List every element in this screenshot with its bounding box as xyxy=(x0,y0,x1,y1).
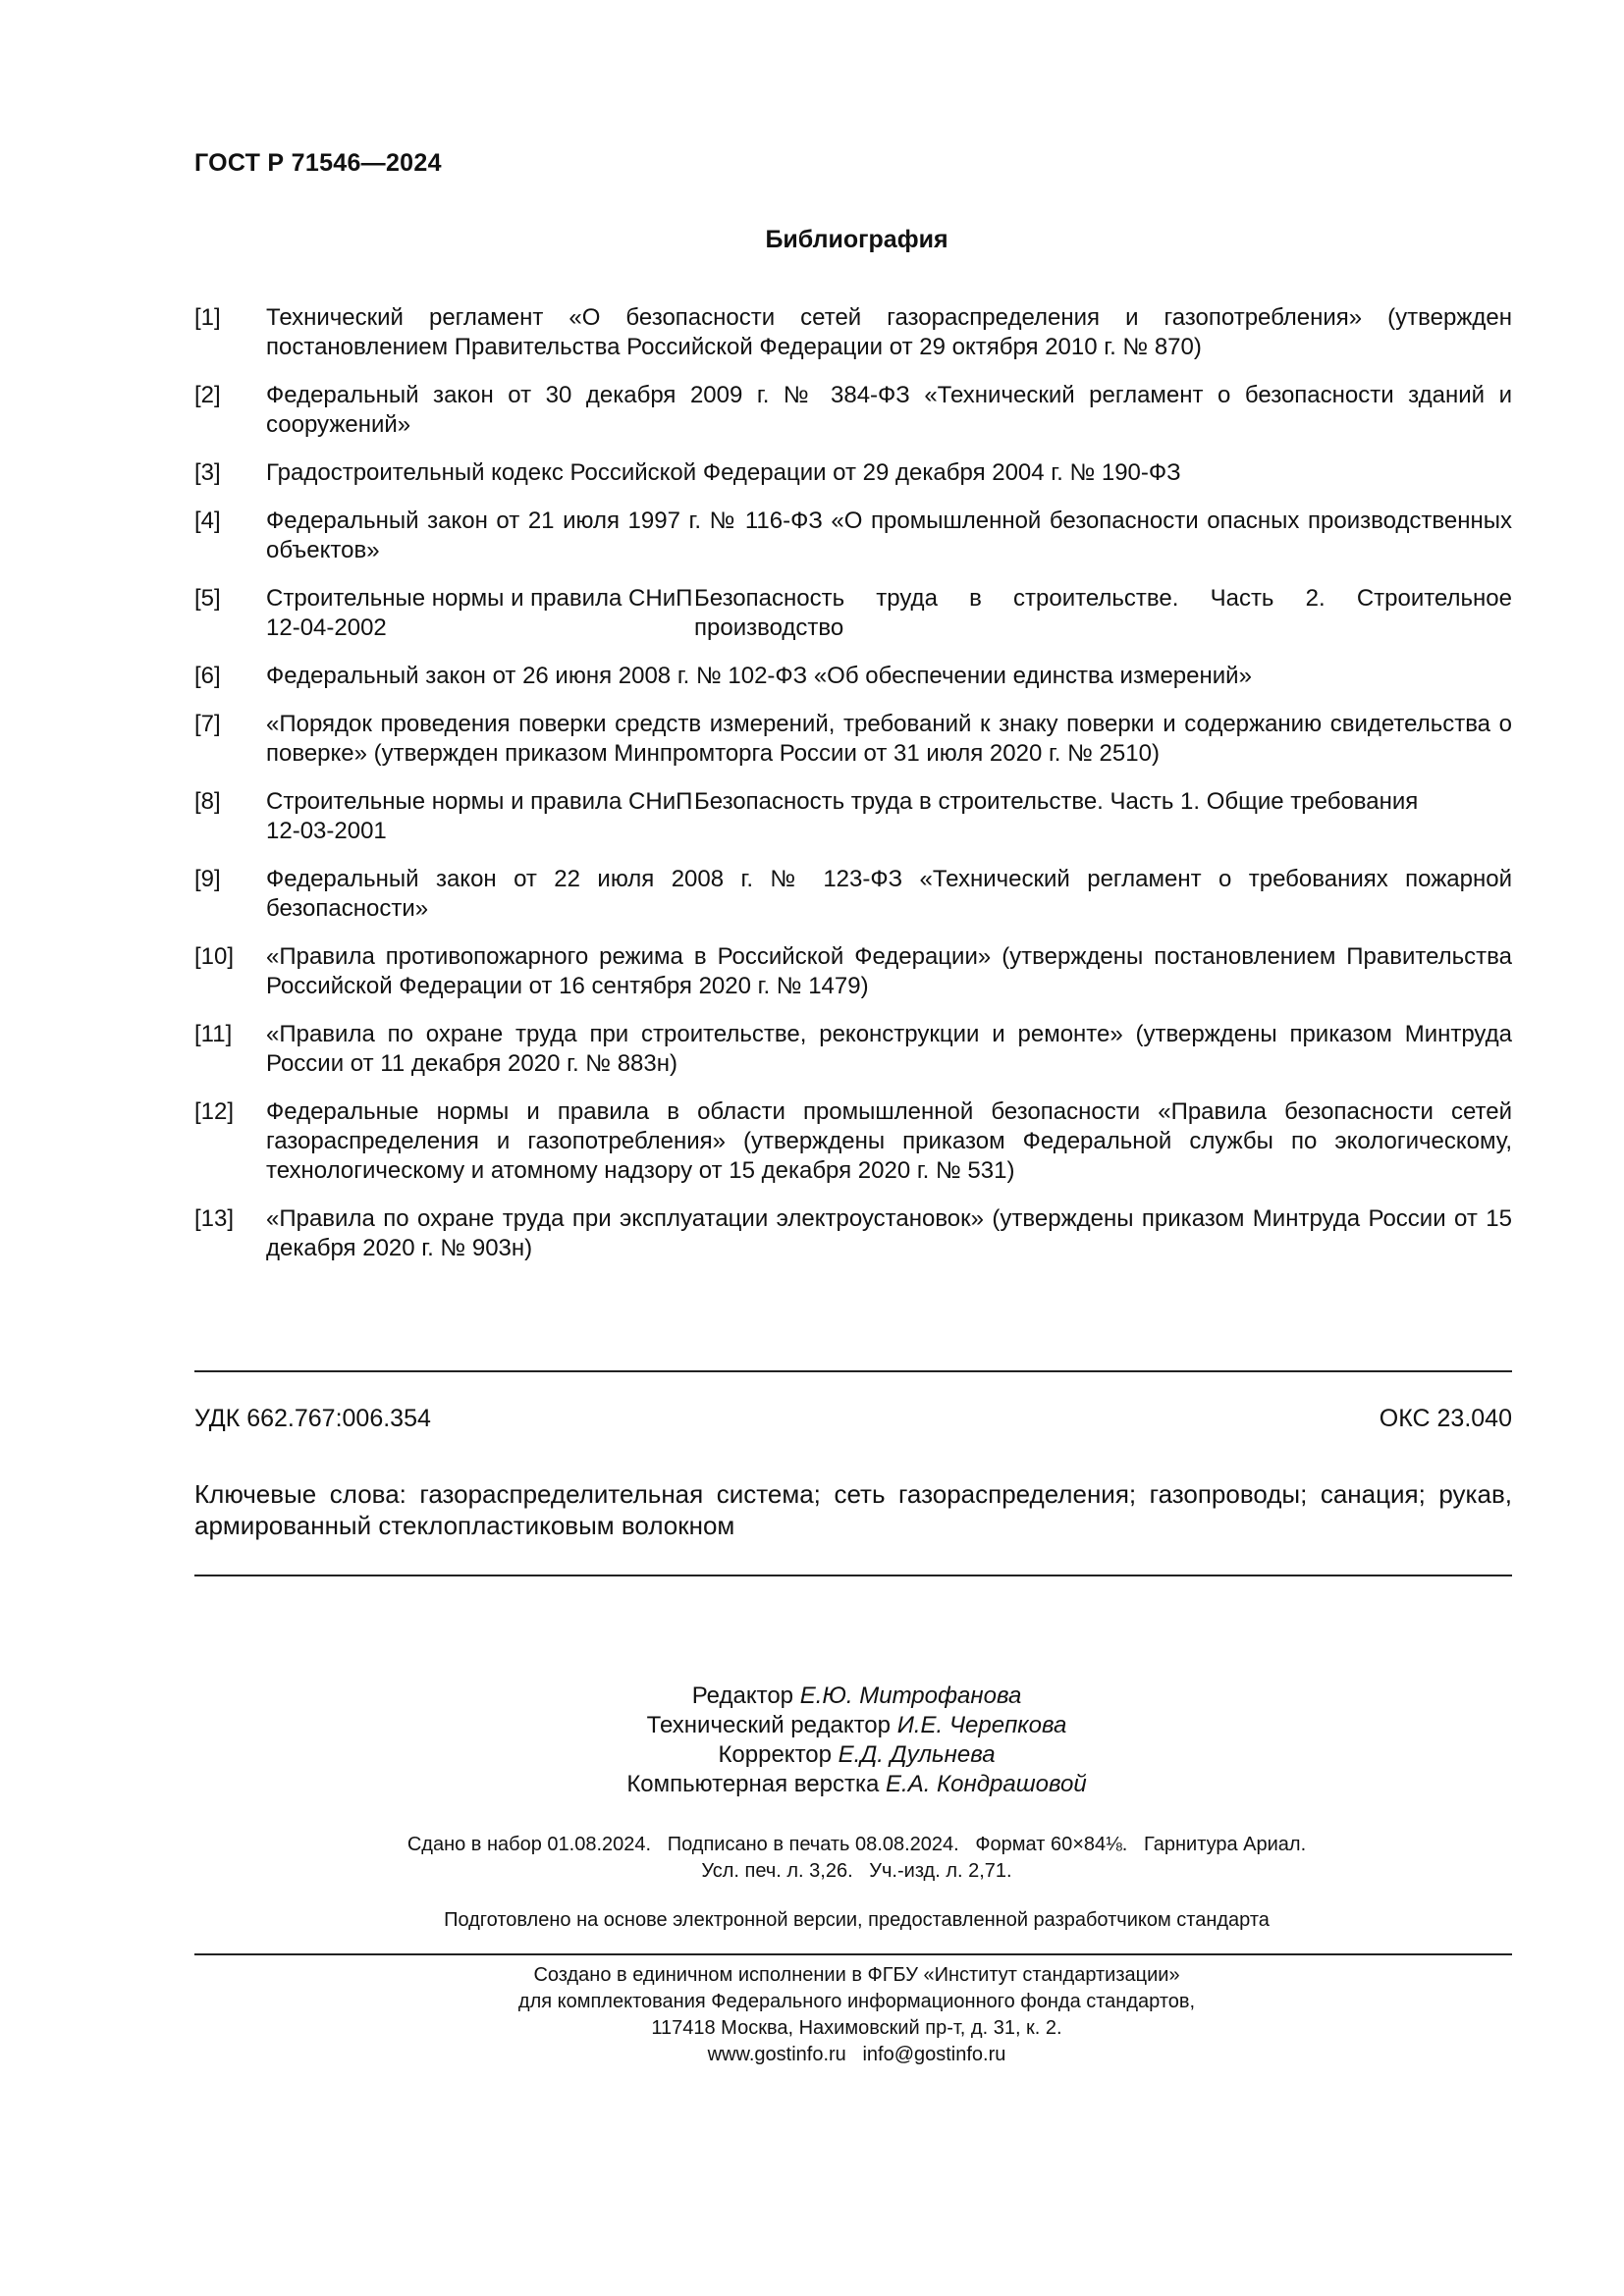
ref-text: «Порядок проведения поверки средств измерений, требований к знаку поверки и содержанию свидетельства о поверке» (утвержден приказом Минпромторга России от 31 июля 2020 г. № 2510) xyxy=(266,711,1512,767)
ref-number: [10] xyxy=(194,943,235,970)
divider-top xyxy=(194,1370,1512,1372)
ref-item-3 xyxy=(194,458,1512,488)
ref-text: «Правила по охране труда при эксплуатации электроустановок» (утверждены приказом Минтруда России от 15 декабря 2020 г. № 903н) xyxy=(266,1205,1512,1261)
ref-item-2 xyxy=(194,381,1512,440)
publisher-line-2: для комплектования Федерального информационного фонда стандартов, xyxy=(517,1991,1196,2012)
ref-number: [9] xyxy=(194,866,221,892)
publisher-line-3: 117418 Москва, Нахимовский пр-т, д. 31, к. 2. xyxy=(651,2017,1062,2039)
ref-item-12 xyxy=(194,1097,1512,1186)
ref-text: Федеральный закон от 21 июля 1997 г. № 116-ФЗ «О промышленной безопасности опасных производственных объектов» xyxy=(266,507,1512,563)
ref-text: Федеральный закон от 22 июля 2008 г. № 123-ФЗ «Технический регламент о требованиях пожарной безопасности» xyxy=(266,866,1512,922)
credit-editor: Редактор Е.Ю. Митрофанова xyxy=(691,1682,1022,1709)
ref-number: [4] xyxy=(194,507,221,534)
ref-item-9 xyxy=(194,865,1512,924)
divider-publisher xyxy=(194,1953,1512,1955)
credits-block xyxy=(0,1682,1624,1799)
publisher-contacts: www.gostinfo.ru info@gostinfo.ru xyxy=(707,2044,1006,2065)
standard-code: ГОСТ Р 71546—2024 xyxy=(194,149,442,177)
ref-document-title: Безопасность труда в строительстве. Часть 2. Строительное производство xyxy=(694,585,1512,641)
ref-item-6 xyxy=(194,662,1512,691)
ref-item-11 xyxy=(194,1020,1512,1079)
udk-code: УДК 662.767:006.354 xyxy=(194,1405,431,1432)
ref-item-7 xyxy=(194,710,1512,769)
bibliography-title: Библиография xyxy=(765,226,948,253)
ref-number: [13] xyxy=(194,1205,235,1232)
ref-text: Технический регламент «О безопасности сетей газораспределения и газопотребления» (утвержден постановлением Правительства Российской Федерации от 29 октября 2010 г. № 870) xyxy=(266,304,1512,360)
ref-item-4 xyxy=(194,507,1512,565)
ref-text: Федеральный закон от 30 декабря 2009 г. № 384-ФЗ «Технический регламент о безопасности зданий и сооружений» xyxy=(266,382,1512,438)
ref-item-5 xyxy=(194,584,1512,643)
print-info-line-2: Усл. печ. л. 3,26. Уч.-изд. л. 2,71. xyxy=(701,1860,1012,1882)
oks-code: ОКС 23.040 xyxy=(1379,1405,1512,1432)
credit-tech-editor: Технический редактор И.Е. Черепкова xyxy=(646,1712,1067,1738)
ref-number: [6] xyxy=(194,663,221,689)
ref-item-10 xyxy=(194,942,1512,1001)
credit-layout: Компьютерная верстка Е.А. Кондрашовой xyxy=(626,1771,1087,1797)
keywords: Ключевые слова: газораспределительная система; сеть газораспределения; газопроводы; санация; рукав, армированный стеклопластиковым волокном xyxy=(194,1479,1512,1540)
ref-number: [11] xyxy=(194,1021,233,1047)
ref-document-type: Строительные нормы и правила СНиП 12-03-2001 xyxy=(266,788,693,844)
ref-number: [1] xyxy=(194,304,221,331)
prepared-note: Подготовлено на основе электронной версии, предоставленной разработчиком стандарта xyxy=(444,1909,1270,1931)
ref-item-13 xyxy=(194,1204,1512,1263)
ref-number: [2] xyxy=(194,382,221,408)
publisher-line-1: Создано в единичном исполнении в ФГБУ «Институт стандартизации» xyxy=(533,1964,1180,1986)
ref-text: Федеральные нормы и правила в области промышленной безопасности «Правила безопасности сетей газораспределения и газопотребления» (утверждены приказом Федеральной службы по экологическому, технологическому и атомному надзору от 15 декабря 2020 г. № 531) xyxy=(266,1098,1512,1184)
credit-corrector: Корректор Е.Д. Дульнева xyxy=(718,1741,996,1768)
ref-document-type: Строительные нормы и правила СНиП 12-04-2002 xyxy=(266,585,693,641)
ref-number: [8] xyxy=(194,788,221,815)
ref-item-1 xyxy=(194,303,1512,362)
ref-number: [7] xyxy=(194,711,221,737)
ref-document-title: Безопасность труда в строительстве. Часть 1. Общие требования xyxy=(694,788,1419,815)
ref-number: [3] xyxy=(194,459,221,486)
print-info xyxy=(0,1832,1624,1885)
publisher-block xyxy=(0,1962,1624,2068)
print-info-line-1: Сдано в набор 01.08.2024. Подписано в печать 08.08.2024. Формат 60×84⅛. Гарнитура Ариал. xyxy=(406,1834,1307,1855)
ref-number: [12] xyxy=(194,1098,235,1125)
bibliography-list xyxy=(194,303,1512,1282)
ref-item-8 xyxy=(194,787,1512,846)
ref-text: «Правила по охране труда при строительстве, реконструкции и ремонте» (утверждены приказом Минтруда России от 11 декабря 2020 г. № 883н) xyxy=(266,1021,1512,1077)
divider-bottom xyxy=(194,1575,1512,1576)
ref-text: Градостроительный кодекс Российской Федерации от 29 декабря 2004 г. № 190-ФЗ xyxy=(266,459,1181,486)
ref-text: Федеральный закон от 26 июня 2008 г. № 102-ФЗ «Об обеспечении единства измерений» xyxy=(266,663,1252,689)
ref-number: [5] xyxy=(194,585,221,612)
ref-text: «Правила противопожарного режима в Российской Федерации» (утверждены постановлением Правительства Российской Федерации от 16 сентября 2020 г. № 1479) xyxy=(266,943,1512,999)
